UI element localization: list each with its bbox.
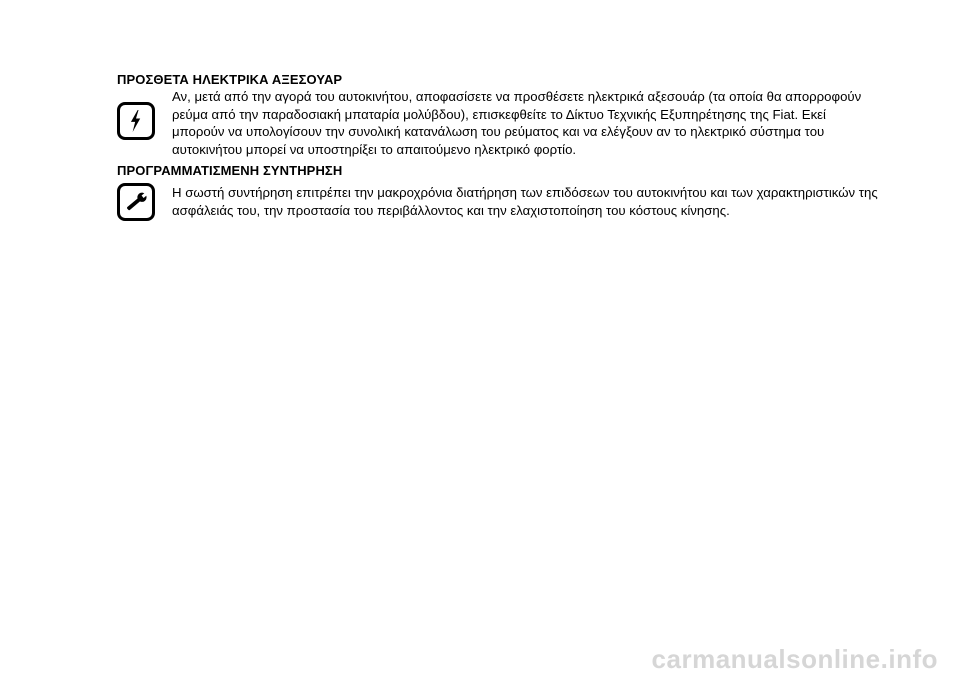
paragraph-line: ασφάλειάς του, την προστασία του περιβάλλοντος και την ελαχιστοποίηση του κόστους κίνησης. [172,202,730,218]
watermark-text: carmanualsonline.info [651,644,938,674]
paragraph-line: μπορούν να υπολογίσουν την συνολική κατανάλωση του ρεύματος και να ελέγξουν αν το ηλεκτρικό σύστημα του [172,124,825,140]
wrench-icon [117,183,155,221]
paragraph-line: αυτοκινήτου μπορεί να υποστηρίξει το απαιτούμενο ηλεκτρικό φορτίο. [172,141,577,157]
paragraph-line: ρεύμα από την παραδοσιακή μπαταρία μολύβδου), επισκεφθείτε το Δίκτυο Τεχνικής Εξυπηρέτησης της Fiat. Εκεί [172,106,826,122]
section-title-scheduled-maintenance: ΠΡΟΓΡΑΜΜΑΤΙΣΜΕΝΗ ΣΥΝΤΗΡΗΣΗ [117,163,343,178]
paragraph-line: Η σωστή συντήρηση επιτρέπει την μακροχρόνια διατήρηση των επιδόσεων του αυτοκινήτου και των χαρακτηριστικών της [172,185,878,200]
electrical-bolt-icon [117,102,155,140]
section-title-electrical-accessories: ΠΡΟΣΘΕΤΑ ΗΛΕΚΤΡΙΚΑ ΑΞΕΣΟΥΑΡ [117,72,343,87]
section-body-scheduled-maintenance [172,184,878,219]
paragraph-line: Αν, μετά από την αγορά του αυτοκινήτου, αποφασίσετε να προσθέσετε ηλεκτρικά αξεσουάρ (τα οποία θα απορροφούν [172,89,862,104]
section-body-electrical-accessories [172,88,861,158]
